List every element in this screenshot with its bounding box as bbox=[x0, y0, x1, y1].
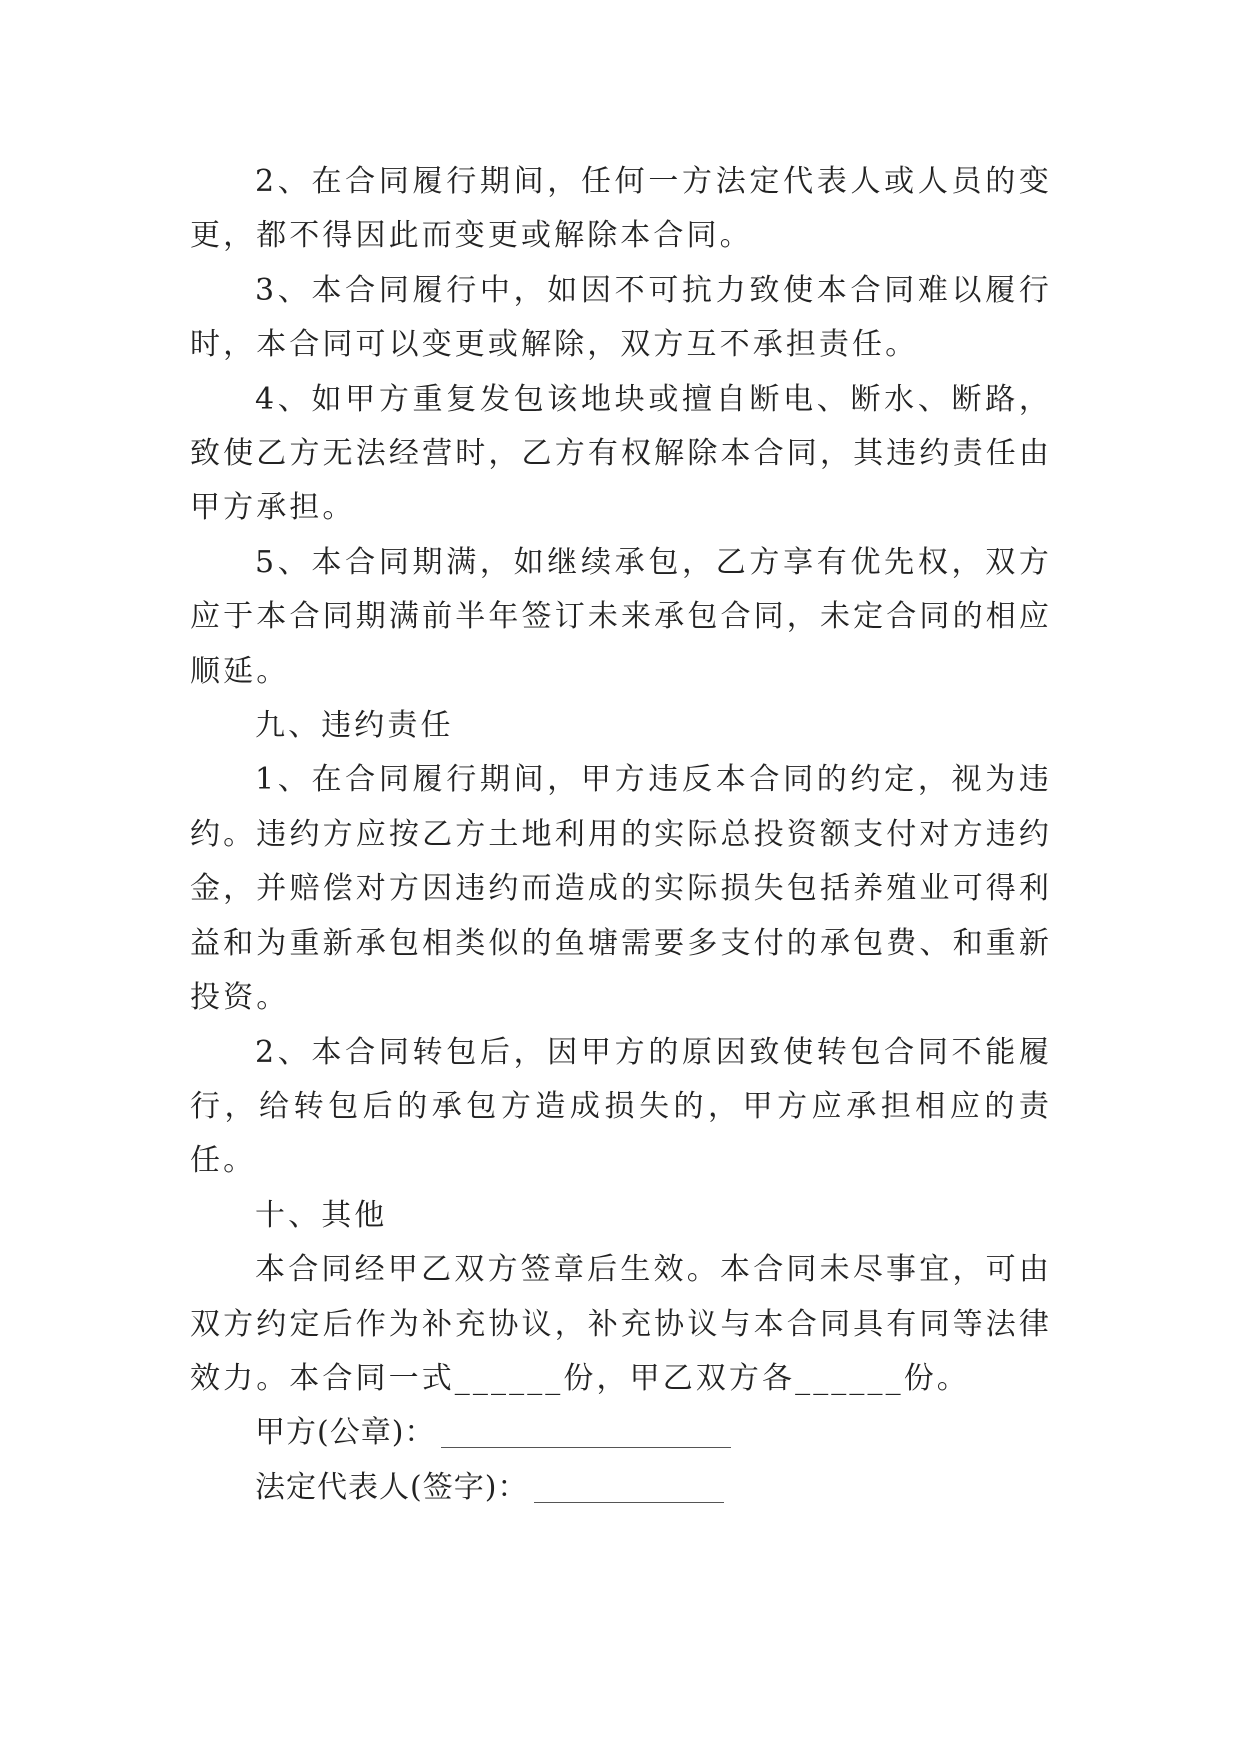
section-10-heading: 十、其他 bbox=[255, 1197, 388, 1233]
clause-8-3: 3、本合同履行中，如因不可抗力致使本合同难以履行时，本合同可以变更或解除，双方互不承担责任。 bbox=[190, 272, 1052, 363]
section-10-body: 本合同经甲乙双方签章后生效。本合同未尽事宜，可由双方约定后作为补充协议，补充协议与本合同具有同等法律效力。本合同一式______份，甲乙双方各______份。 bbox=[190, 1252, 1052, 1396]
clause-8-5: 5、本合同期满，如继续承包，乙方享有优先权，双方应于本合同期满前半年签订未来承包合同，未定合同的相应顺延。 bbox=[190, 544, 1052, 689]
section-9-heading: 九、违约责任 bbox=[255, 708, 454, 744]
clause-9-1: 1、在合同履行期间，甲方违反本合同的约定，视为违约。违约方应按乙方土地利用的实际总投资额支付对方违约金，并赔偿对方因违约而造成的实际损失包括养殖业可得利益和为重新承包相类似的鱼塘需要多支付的承包费、和重新投资。 bbox=[190, 762, 1052, 1016]
party-a-blank-line bbox=[441, 1446, 731, 1448]
party-a-label: 甲方(公章)： bbox=[255, 1415, 436, 1451]
representative-label: 法定代表人(签字)： bbox=[255, 1469, 529, 1505]
clause-8-4: 4、如甲方重复发包该地块或擅自断电、断水、断路，致使乙方无法经营时，乙方有权解除本合同，其违约责任由甲方承担。 bbox=[190, 381, 1052, 526]
party-a-signature-line bbox=[190, 1406, 1052, 1460]
clause-9-2: 2、本合同转包后，因甲方的原因致使转包合同不能履行，给转包后的承包方造成损失的，甲方应承担相应的责任。 bbox=[190, 1034, 1052, 1179]
document-page bbox=[190, 155, 1052, 1515]
clause-8-2: 2、在合同履行期间，任何一方法定代表人或人员的变更，都不得因此而变更或解除本合同。 bbox=[190, 164, 1052, 254]
representative-blank-line bbox=[534, 1501, 724, 1503]
representative-signature-line bbox=[190, 1461, 1052, 1515]
